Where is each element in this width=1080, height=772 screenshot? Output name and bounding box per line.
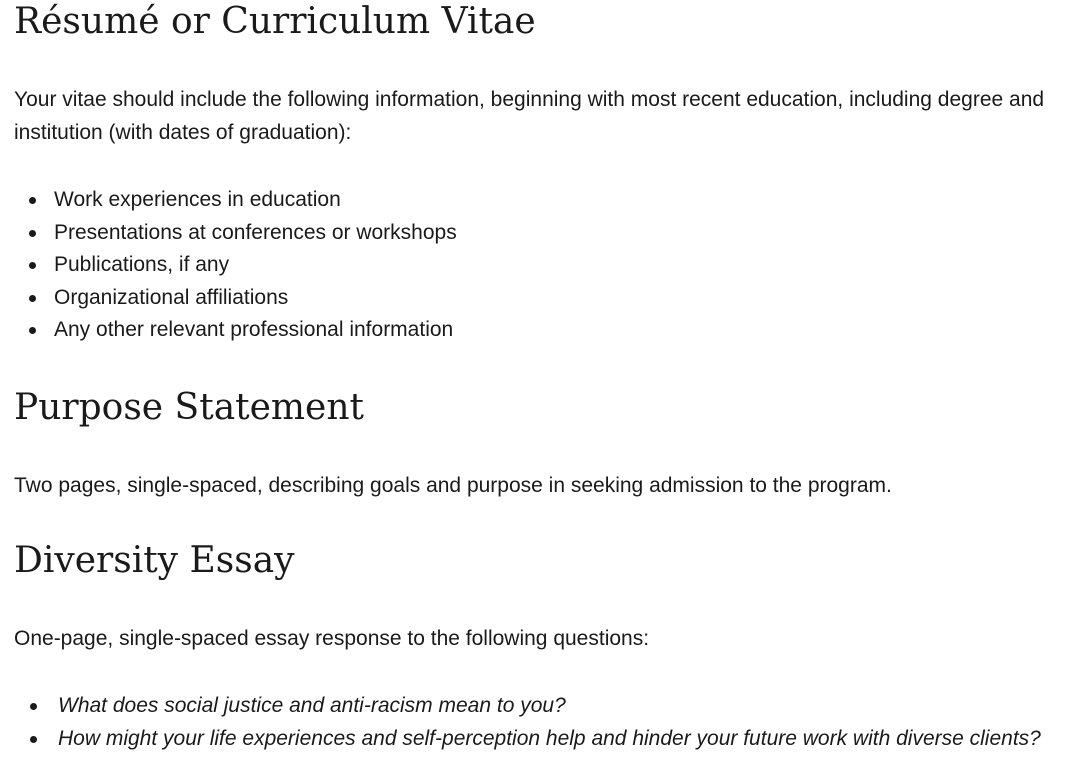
resume-heading: Résumé or Curriculum Vitae xyxy=(14,1,536,42)
resume-items-list xyxy=(0,184,457,347)
purpose-heading: Purpose Statement xyxy=(14,387,365,428)
list-item: Publications, if any xyxy=(0,249,457,282)
diversity-questions-list xyxy=(0,690,1041,755)
list-item: How might your life experiences and self-perception help and hinder your future work with diverse clients? xyxy=(0,723,1041,756)
list-item: Presentations at conferences or workshops xyxy=(0,217,457,250)
resume-intro-line-1: Your vitae should include the following information, beginning with most recent education, including degree and xyxy=(14,88,1045,111)
list-item: Work experiences in education xyxy=(0,184,457,217)
list-item: Organizational affiliations xyxy=(0,282,457,315)
resume-intro-line-2: institution (with dates of graduation): xyxy=(14,121,352,144)
purpose-text: Two pages, single-spaced, describing goals and purpose in seeking admission to the program. xyxy=(14,474,892,497)
list-item: What does social justice and anti-racism mean to you? xyxy=(0,690,1041,723)
diversity-text: One-page, single-spaced essay response to the following questions: xyxy=(14,627,650,650)
diversity-heading: Diversity Essay xyxy=(14,540,295,581)
list-item: Any other relevant professional information xyxy=(0,314,457,347)
